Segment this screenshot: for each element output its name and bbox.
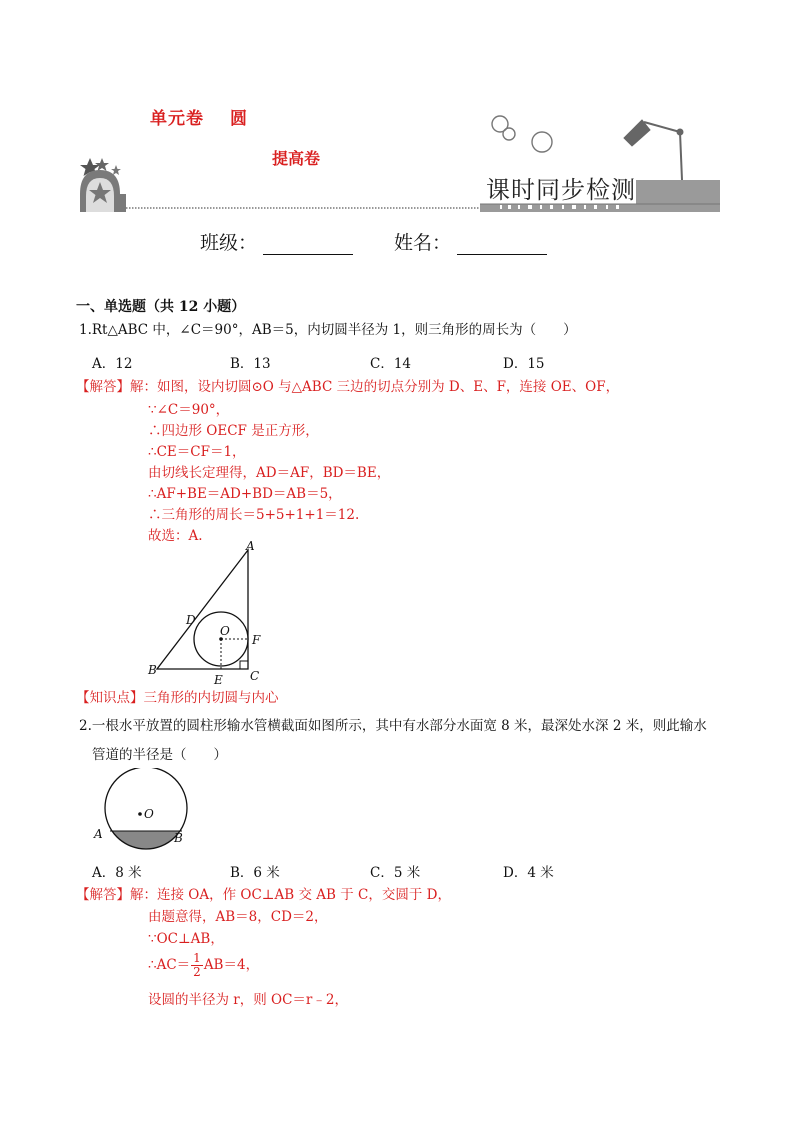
bubbles-icon xyxy=(492,116,552,152)
label-b: B xyxy=(174,831,183,845)
q2-stem-text: 一根水平放置的圆柱形输水管横截面如图所示，其中有水部分水面宽 8 米，最深处水深 2 米，则此输水 xyxy=(91,718,707,734)
q1-stem xyxy=(79,320,577,340)
q1-knowledge xyxy=(76,688,279,709)
triangle-abc xyxy=(157,550,248,669)
name-label: 姓名： xyxy=(394,232,452,254)
label-o: O xyxy=(220,624,230,638)
label-d: D xyxy=(186,613,196,627)
q1-solution-first xyxy=(76,377,619,398)
q2-solution-first xyxy=(76,885,451,906)
level-title: 提高卷 xyxy=(272,149,321,168)
label-b: B xyxy=(148,663,157,677)
q2-stem-line2: 管道的半径是（ ） xyxy=(92,747,227,763)
q1-line-6: ∴三角形的周长＝5+5+1+1＝12. xyxy=(148,507,360,523)
name-field xyxy=(394,228,547,255)
name-blank[interactable] xyxy=(457,236,547,255)
q2-frac-prefix: ∴AC＝ xyxy=(148,957,191,973)
q1-triangle-figure xyxy=(140,538,280,688)
q2-option-a[interactable]: A．8 米 xyxy=(92,865,142,881)
q1-knowledge-text: 三角形的内切圆与内心 xyxy=(143,690,279,706)
star-badge-icon xyxy=(80,158,126,212)
fraction-one-half xyxy=(191,952,203,979)
q2-answer-tag: 【解答】 xyxy=(76,887,130,903)
section-title: 一、单选题（共 12 小题） xyxy=(76,299,246,315)
q1-option-a[interactable]: A．12 xyxy=(92,356,133,372)
q1-line-1: ∵∠C＝90°， xyxy=(148,402,230,418)
q1-number: 1. xyxy=(79,322,92,338)
class-label: 班级： xyxy=(200,232,258,254)
banner-title: 课时同步检测 xyxy=(486,176,636,204)
q1-line-7: 故选：A. xyxy=(148,528,203,544)
q2-option-d[interactable]: D．4 米 xyxy=(503,865,554,881)
label-e: E xyxy=(214,673,223,687)
q1-option-c[interactable]: C．14 xyxy=(370,356,412,372)
q2-last-line: 设圆的半径为 r，则 OC＝r﹣2， xyxy=(148,992,348,1008)
label-a: A xyxy=(94,827,103,841)
q2-line-2: ∵OC⊥AB， xyxy=(148,931,224,947)
q2-option-c[interactable]: C．5 米 xyxy=(370,865,421,881)
q1-line-4: 由切线长定理得，AD＝AF，BD＝BE， xyxy=(148,465,391,481)
q2-stem-line1 xyxy=(79,716,707,736)
label-o: O xyxy=(144,807,154,821)
q1-stem-text: Rt△ABC 中，∠C＝90°，AB＝5，内切圆半径为 1，则三角形的周长为（ ） xyxy=(91,322,577,338)
q2-line-1: 由题意得，AB＝8，CD＝2， xyxy=(148,909,328,925)
fraction-num: 1 xyxy=(193,951,201,965)
q2-pipe-figure xyxy=(88,768,194,854)
class-blank[interactable] xyxy=(263,236,353,255)
q2-frac-suffix: AB＝4， xyxy=(203,957,260,973)
q2-option-b[interactable]: B．6 米 xyxy=(230,865,280,881)
q1-line-3: ∴CE＝CF＝1， xyxy=(148,444,246,460)
q2-number: 2. xyxy=(79,718,92,734)
q1-knowledge-tag: 【知识点】 xyxy=(76,690,144,706)
q2-line-0: 解：连接 OA，作 OC⊥AB 交 AB 于 C，交圆于 D， xyxy=(130,887,451,903)
q1-line-0: 解：如图，设内切圆⊙O 与△ABC 三边的切点分别为 D、E、F，连接 OE、OF， xyxy=(130,379,620,395)
label-a: A xyxy=(246,539,255,553)
label-f: F xyxy=(252,633,261,647)
q1-line-2: ∴四边形 OECF 是正方形， xyxy=(148,423,319,439)
topic-label: 圆 xyxy=(230,109,248,129)
fraction-den: 2 xyxy=(193,965,201,979)
q2-frac-line xyxy=(148,952,259,979)
q1-option-d[interactable]: D．15 xyxy=(503,356,545,372)
q1-line-5: ∴AF+BE＝AD+BD＝AB＝5， xyxy=(148,486,342,502)
label-c: C xyxy=(250,669,260,683)
unit-label: 单元卷 xyxy=(150,109,204,129)
q1-answer-tag: 【解答】 xyxy=(76,379,130,395)
class-field xyxy=(200,228,353,255)
q1-option-b[interactable]: B．13 xyxy=(230,356,271,372)
